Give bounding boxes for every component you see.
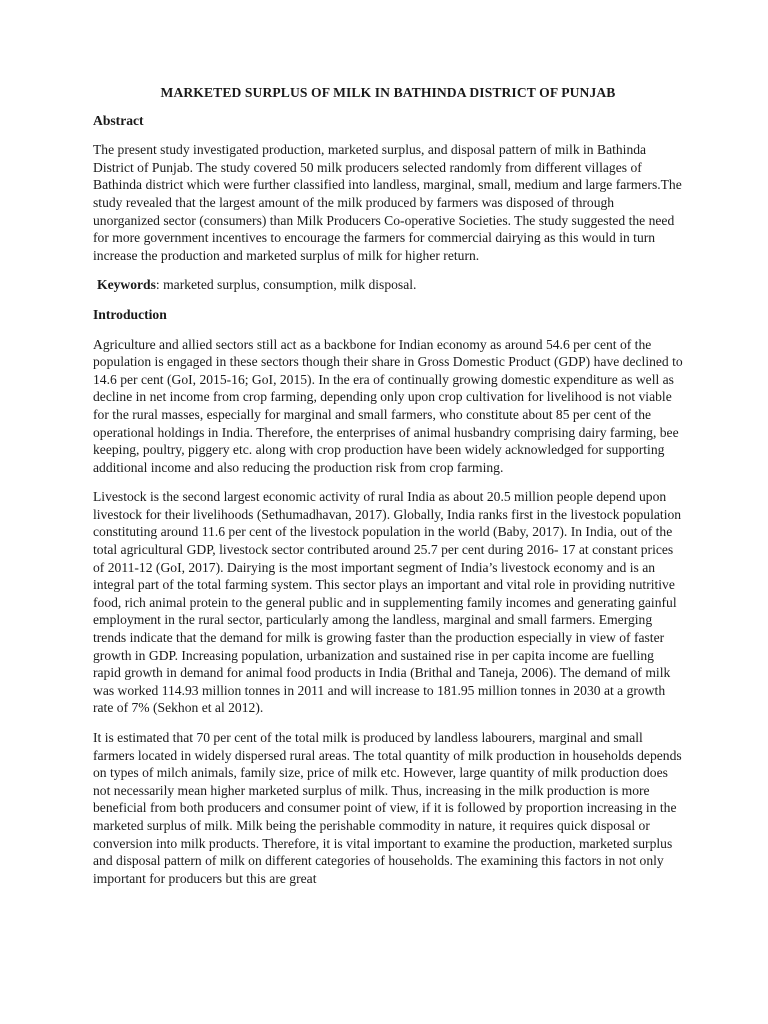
introduction-paragraph: It is estimated that 70 per cent of the total milk is produced by landless labourers, marginal and small farmers located in widely dispersed rural areas. The total quantity of milk production in households depends on types of milch animals, family size, price of milk etc. However, large quantity of milk production does not necessarily mean higher marketed surplus of milk. Thus, increasing in the milk production is more beneficial from both producers and consumer point of view, if it is followed by proportion increasing in the marketed surplus of milk. Milk being the perishable commodity in nature, it requires quick disposal or conversion into milk products. Therefore, it is vital important to examine the production, marketed surplus and disposal pattern of milk on different categories of households. The examining this factors in not only important for producers but this are great: [93, 730, 682, 886]
introduction-paragraph: Livestock is the second largest economic activity of rural India as about 20.5 million people depend upon livestock for their livelihoods (Sethumadhavan, 2017). Globally, India ranks first in the livestock population constituting around 11.6 per cent of the livestock population in the world (Baby, 2017). In India, out of the total agricultural GDP, livestock sector contributed around 25.7 per cent during 2016- 17 at constant prices of 2011-12 (GoI, 2017). Dairying is the most important segment of India’s livestock economy and is an integral part of the total farming system. This sector plays an important and vital role in providing nutritive food, rich animal protein to the general public and in supplementing family incomes and generating gainful employment in the rural sector, particularly among the landless, marginal and small farmers. Emerging trends indicate that the demand for milk is growing faster than the production especially in view of faster growth in GDP. Increasing population, urbanization and sustained rise in per capita income are fuelling rapid growth in demand for animal food products in India (Brithal and Taneja, 2006). The demand of milk was worked 114.93 million tonnes in 2011 and will increase to 181.95 million tonnes in 2030 at a growth rate of 7% (Sekhon et al 2012).: [93, 489, 682, 716]
keywords-label: Keywords: [97, 277, 156, 293]
document-page: [93, 84, 683, 899]
abstract-heading: Abstract: [93, 112, 144, 128]
keywords-text: : marketed surplus, consumption, milk disposal.: [155, 277, 417, 293]
paper-title: MARKETED SURPLUS OF MILK IN BATHINDA DISTRICT OF PUNJAB: [160, 85, 616, 100]
introduction-paragraph: Agriculture and allied sectors still act as a backbone for Indian economy as around 54.6 per cent of the population is engaged in these sectors though their share in Gross Domestic Product (GDP) have declined to 14.6 per cent (GoI, 2015-16; GoI, 2015). In the era of continually growing domestic expenditure as well as decline in net income from crop farming, depending only upon crop cultivation for livelihood is not viable for the rural masses, especially for marginal and small farmers, who constitute about 85 per cent of the operational holdings in India. Therefore, the enterprises of animal husbandry comprising dairy farming, bee keeping, poultry, piggery etc. along with crop production have been widely acknowledged for supporting additional income and also reducing the production risk from crop farming.: [93, 336, 683, 475]
introduction-heading: Introduction: [93, 306, 167, 322]
abstract-text: The present study investigated production, marketed surplus, and disposal pattern of milk in Bathinda District of Punjab. The study covered 50 milk producers selected randomly from different villages of Bathinda district which were further classified into landless, marginal, small, medium and large farmers.The study revealed that the largest amount of the milk produced by farmers was disposed of through unorganized sector (consumers) than Milk Producers Co-operative Societies. The study suggested the need for more government incentives to encourage the farmers for commercial dairying as this would in turn increase the production and marketed surplus of milk for higher return.: [93, 142, 682, 263]
keywords-line: [93, 276, 683, 294]
